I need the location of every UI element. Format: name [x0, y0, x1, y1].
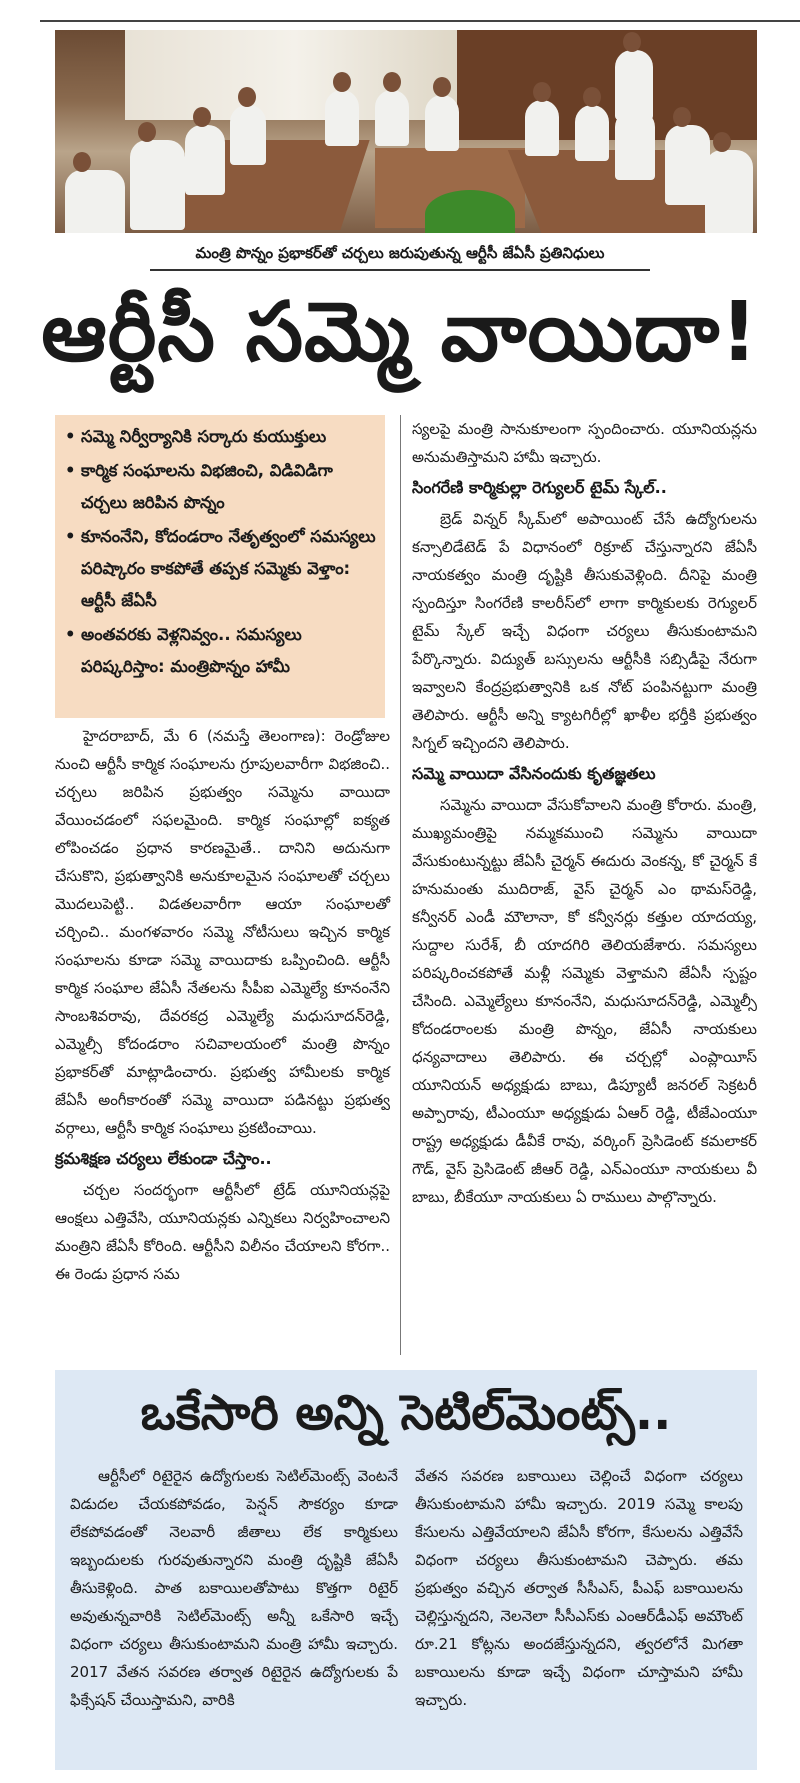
settlements-left-column: [70, 1462, 398, 1714]
headline: ఆర్టీసీ సమ్మె వాయిదా!: [41, 285, 759, 380]
article-paragraph: స్యలపై మంత్రి సానుకూలంగా స్పందించారు. యూనియన్లను అనుమతిస్తామని హామీ ఇచ్చారు.: [412, 420, 757, 466]
photo-caption: మంత్రి పొన్నం ప్రభాకర్‌తో చర్చలు జరుపుతున్న ఆర్టీసీ జేఏసీ ప్రతినిధులు: [150, 244, 650, 271]
subheading: సమ్మె వాయిదా వేసినందుకు కృతజ్ఞతలు: [412, 764, 656, 783]
highlights-box: [55, 415, 385, 718]
article-paragraph: ఆర్టీసీలో రిటైరైన ఉద్యోగులకు సెటిల్‌మెంట్స్ వెంటనే విడుదల చేయకపోవడం, పెన్షన్ సౌకర్యం కూడా లేకపోవడంతో నెలవారీ జీతాలు లేక కార్మికులు ఇబ్బందులకు గురవుతున్నారని మంత్రి దృష్టికి జేఏసీ తీసుకెళ్లింది. పాత బకాయిలతోపాటు కొత్తగా రిటైర్ అవుతున్నవారికి సెటిల్‌మెంట్స్ అన్నీ ఒకేసారి ఇచ్చే విధంగా చర్యలు తీసుకుంటామని మంత్రి హామీ ఇచ్చారు. 2017 వేతన సవరణ తర్వాత రిటైరైన ఉద్యోగులకు పే ఫిక్సేషన్ చేయిస్తామని, వారికి: [70, 1467, 398, 1709]
article-paragraph: బ్రెడ్ విన్నర్ స్కీమ్‌లో అపాయింట్ చేసే ఉద్యోగులను కన్సాలిడేటెడ్ పే విధానంలో రిక్రూట్ చేస్తున్నారని జేఏసీ నాయకత్వం మంత్రి దృష్టికి తీసుకువెళ్లింది. దీనిపై మంత్రి స్పందిస్తూ సింగరేణి కాలరీస్‌లో లాగా కార్మికులకు రెగ్యులర్ టైమ్ స్కేల్ ఇచ్చే విధంగా చర్యలు తీసుకుంటామని పేర్కొన్నారు. విద్యుత్ బస్సులను ఆర్టీసీకి సబ్సిడీపై నేరుగా ఇవ్వాలని కేంద్రప్రభుత్వానికి ఒక నోట్ పంపినట్టుగా మంత్రి తెలిపారు. ఆర్టీసీ అన్ని క్యాటగిరీల్లో ఖాళీల భర్తీకి ప్రభుత్వం సిగ్నల్ ఇచ్చిందని తెలిపారు.: [412, 510, 757, 752]
settlements-right-column: [415, 1462, 743, 1714]
article-left-column: [55, 722, 390, 1290]
highlight-item: • అంతవరకు వెళ్లనివ్వం.. సమస్యలు పరిష్కరిస్తాం: మంత్రిపొన్నం హామీ: [63, 619, 377, 683]
highlight-item: • కూనంనేని, కోదండరాం నేతృత్వంలో సమస్యలు పరిష్కారం కాకపోతే తప్పక సమ్మెకు వెళ్తాం: ఆర్టీసీ జేఏసీ: [63, 521, 377, 617]
article-paragraph: సమ్మెను వాయిదా వేసుకోవాలని మంత్రి కోరారు. మంత్రి, ముఖ్యమంత్రిపై నమ్మకముంచి సమ్మెను వాయిదా వేసుకుంటున్నట్టు జేఏసీ చైర్మన్ ఈదురు వెంకన్న, కో చైర్మన్ కే హనుమంతు ముదిరాజ్, వైస్ చైర్మన్ ఎం థామస్‌రెడ్డి, కన్వీనర్ ఎండీ మౌలానా, కో కన్వీనర్లు కత్తుల యాదయ్య, సుద్దాల సురేశ్, బీ యాదగిరి తెలియజేశారు. సమస్యలు పరిష్కరించకపోతే మళ్లీ సమ్మెకు వెళ్తామని జేఏసీ స్పష్టం చేసింది. ఎమ్మెల్యేలు కూనంనేని, మధుసూదన్‌రెడ్డి, ఎమ్మెల్సీ కోదండరాంలకు మంత్రి పొన్నం, జేఏసీ నాయకులు ధన్యవాదాలు తెలిపారు. ఈ చర్చల్లో ఎంప్లాయీస్ యూనియన్ అధ్యక్షుడు బాబు, డిప్యూటీ జనరల్ సెక్రటరీ అప్పారావు, టీఎంయూ అధ్యక్షుడు ఏఆర్ రెడ్డి, టీజేఎంయూ రాష్ట్ర అధ్యక్షుడు డీవీకే రావు, వర్కింగ్ ప్రెసిడెంట్ కమలాకర్ గౌడ్, వైస్ ప్రెసిడెంట్ జీఆర్ రెడ్డి, ఎన్ఎంయూ నాయకులు వీ బాబు, బీకేయూ నాయకులు ఏ రాములు పాల్గొన్నారు.: [412, 796, 757, 1206]
highlight-item: • సమ్మె నిర్వీర్యానికి సర్కారు కుయుక్తులు: [63, 421, 377, 453]
top-rule: [40, 0, 800, 22]
article-right-column: [412, 415, 757, 1213]
subheading: సింగరేణి కార్మికుల్లా రెగ్యులర్ టైమ్ స్కేల్..: [412, 478, 667, 497]
column-divider: [400, 415, 401, 1355]
highlight-item: • కార్మిక సంఘాలను విభజించి, విడివిడిగా చర్చలు జరిపిన పొన్నం: [63, 455, 377, 519]
article-paragraph: వేతన సవరణ బకాయిలు చెల్లించే విధంగా చర్యలు తీసుకుంటామని హామీ ఇచ్చారు. 2019 సమ్మె కాలపు కేసులను ఎత్తివేయాలని జేఏసీ కోరగా, కేసులను ఎత్తివేసే విధంగా చర్యలు తీసుకుంటామని చెప్పారు. తమ ప్రభుత్వం వచ్చిన తర్వాత సీసీఎస్, పీఎఫ్ బకాయిలను చెల్లిస్తున్నదని, నెలనెలా సీసీఎస్‌కు ఎంఆర్‌డీఎఫ్ అమౌంట్ రూ.21 కోట్లను అందజేస్తున్నదని, త్వరలోనే మిగతా బకాయిలను కూడా ఇచ్చే విధంగా చూస్తామని హామీ ఇచ్చారు.: [415, 1467, 743, 1709]
article-paragraph: హైదరాబాద్, మే 6 (నమస్తే తెలంగాణ): రెండ్రోజుల నుంచి ఆర్టీసీ కార్మిక సంఘాలను గ్రూపులవారీగా విభజించి.. చర్చలు జరిపిన ప్రభుత్వం సమ్మెను వాయిదా వేయించడంలో సఫలమైంది. కార్మిక సంఘాల్లో ఐక్యత లోపించడం ప్రధాన కారణమైతే.. దానిని అదునుగా చేసుకొని, ప్రభుత్వానికి అనుకూలమైన సంఘాలతో చర్చలు మొదలుపెట్టి.. విడతలవారీగా ఆయా సంఘాలతో చర్చించి.. మంగళవారం సమ్మె నోటీసులు ఇచ్చిన కార్మిక సంఘాలను కూడా సమ్మె వాయిదాకు ఒప్పించింది. ఆర్టీసీ కార్మిక సంఘాల జేఏసీ నేతలను సీపీఐ ఎమ్మెల్యే కూనంనేని సాంబశివరావు, దేవరకద్ర ఎమ్మెల్యే మధుసూదన్‌రెడ్డి, ఎమ్మెల్సీ కోదండరాం సచివాలయంలో మంత్రి పొన్నం ప్రభాకర్‌తో మాట్లాడించారు. ప్రభుత్వ హామీలకు కార్మిక జేఏసీ అంగీకారంతో సమ్మె వాయిదా పడినట్టు ప్రభుత్వ వర్గాలు, ఆర్టీసీ కార్మిక సంఘాలు ప్రకటించాయి.: [55, 727, 390, 1137]
article-paragraph: చర్చల సందర్భంగా ఆర్టీసీలో ట్రేడ్ యూనియన్లపై ఆంక్షలు ఎత్తివేసి, యూనియన్లకు ఎన్నికలు నిర్వహించాలని మంత్రిని జేఏసీ కోరింది. ఆర్టీసీని విలీనం చేయాలని కోరగా.. ఈ రెండు ప్రధాన సమ: [55, 1181, 390, 1283]
subheading: క్రమశిక్షణ చర్యలు లేకుండా చేస్తాం..: [55, 1149, 272, 1168]
settlements-title: ఒకేసారి అన్ని సెటిల్‌మెంట్స్..: [140, 1385, 672, 1441]
settlements-box: [55, 1370, 757, 1770]
meeting-photo: [55, 30, 757, 233]
